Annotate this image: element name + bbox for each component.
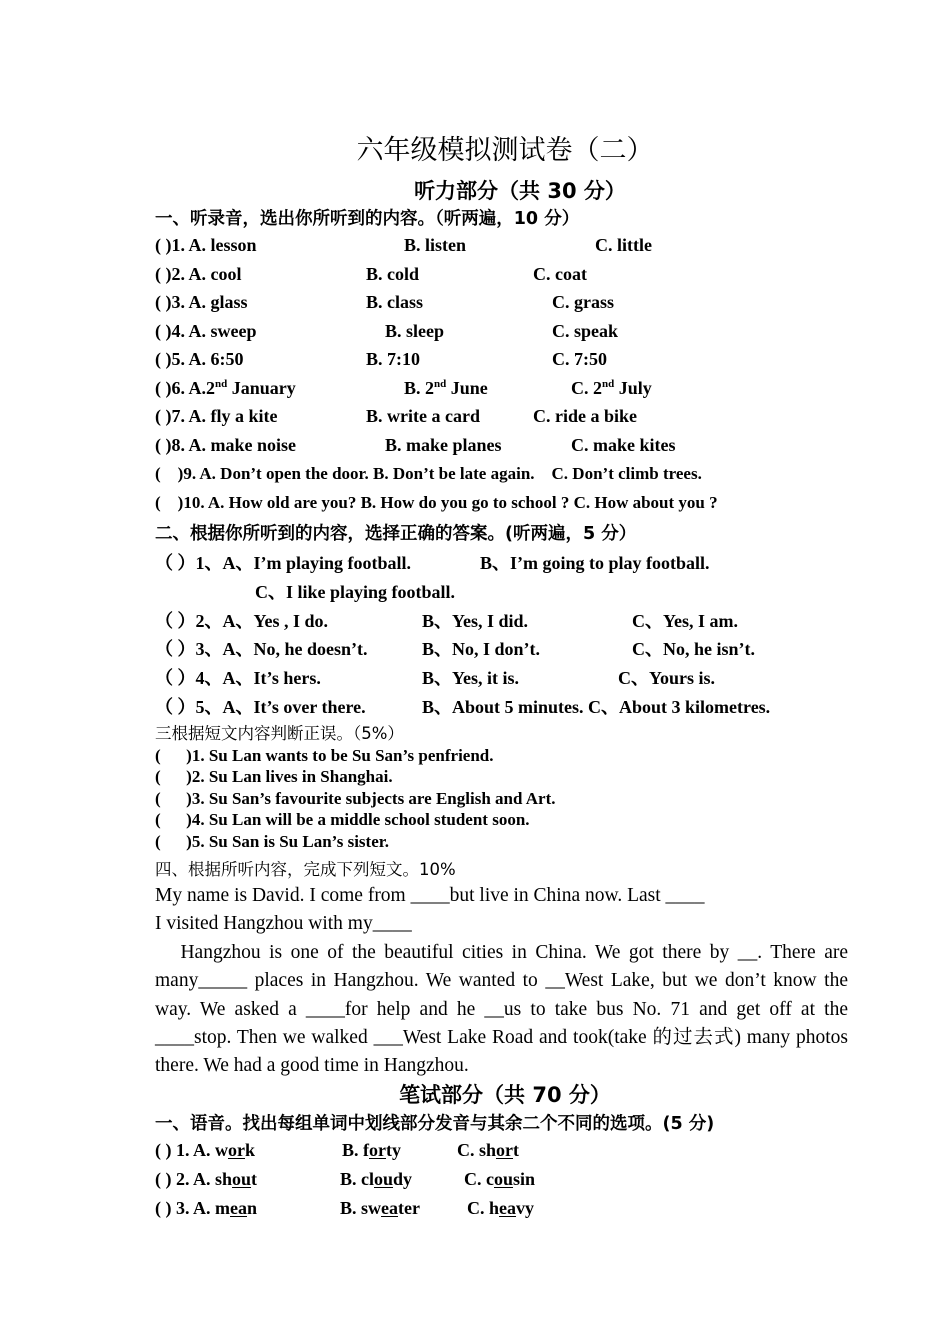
section1-heading: 一、听录音，选出你所听到的内容。（听两遍，10 分） bbox=[155, 209, 580, 229]
section4-heading: 四、根据所听内容，完成下列短文。10% bbox=[155, 860, 456, 879]
written-header: 笔试部分（共 70 分） bbox=[399, 1083, 611, 1107]
section3-heading: 三根据短文内容判断正误。（5%） bbox=[155, 724, 404, 743]
section2-heading: 二、根据你所听到的内容，选择正确的答案。(听两遍，5 分） bbox=[155, 524, 637, 544]
listening-header: 听力部分（共 30 分） bbox=[414, 179, 626, 203]
page-title: 六年级模拟测试卷（二） bbox=[356, 135, 654, 166]
written-section1-heading: 一、语音。找出每组单词中划线部分发音与其余二个不同的选项。(5 分) bbox=[155, 1114, 715, 1134]
cloze-passage: My name is David. I come from ____but live in China now. Last ____ I visited Hangzhou with my____ Hangzhou is one of the beautiful cities in China. We got there by __. There are many_____ places in Hangzhou. We wanted to __West Lake, but we don’t know the way. We asked a ____for help and he __us to take bus No. 71 and get off at the ____stop. Then we walked ___West Lake Road and took(take 的过去式) many photos there. We had a good time in Hangzhou. bbox=[155, 885, 853, 1077]
